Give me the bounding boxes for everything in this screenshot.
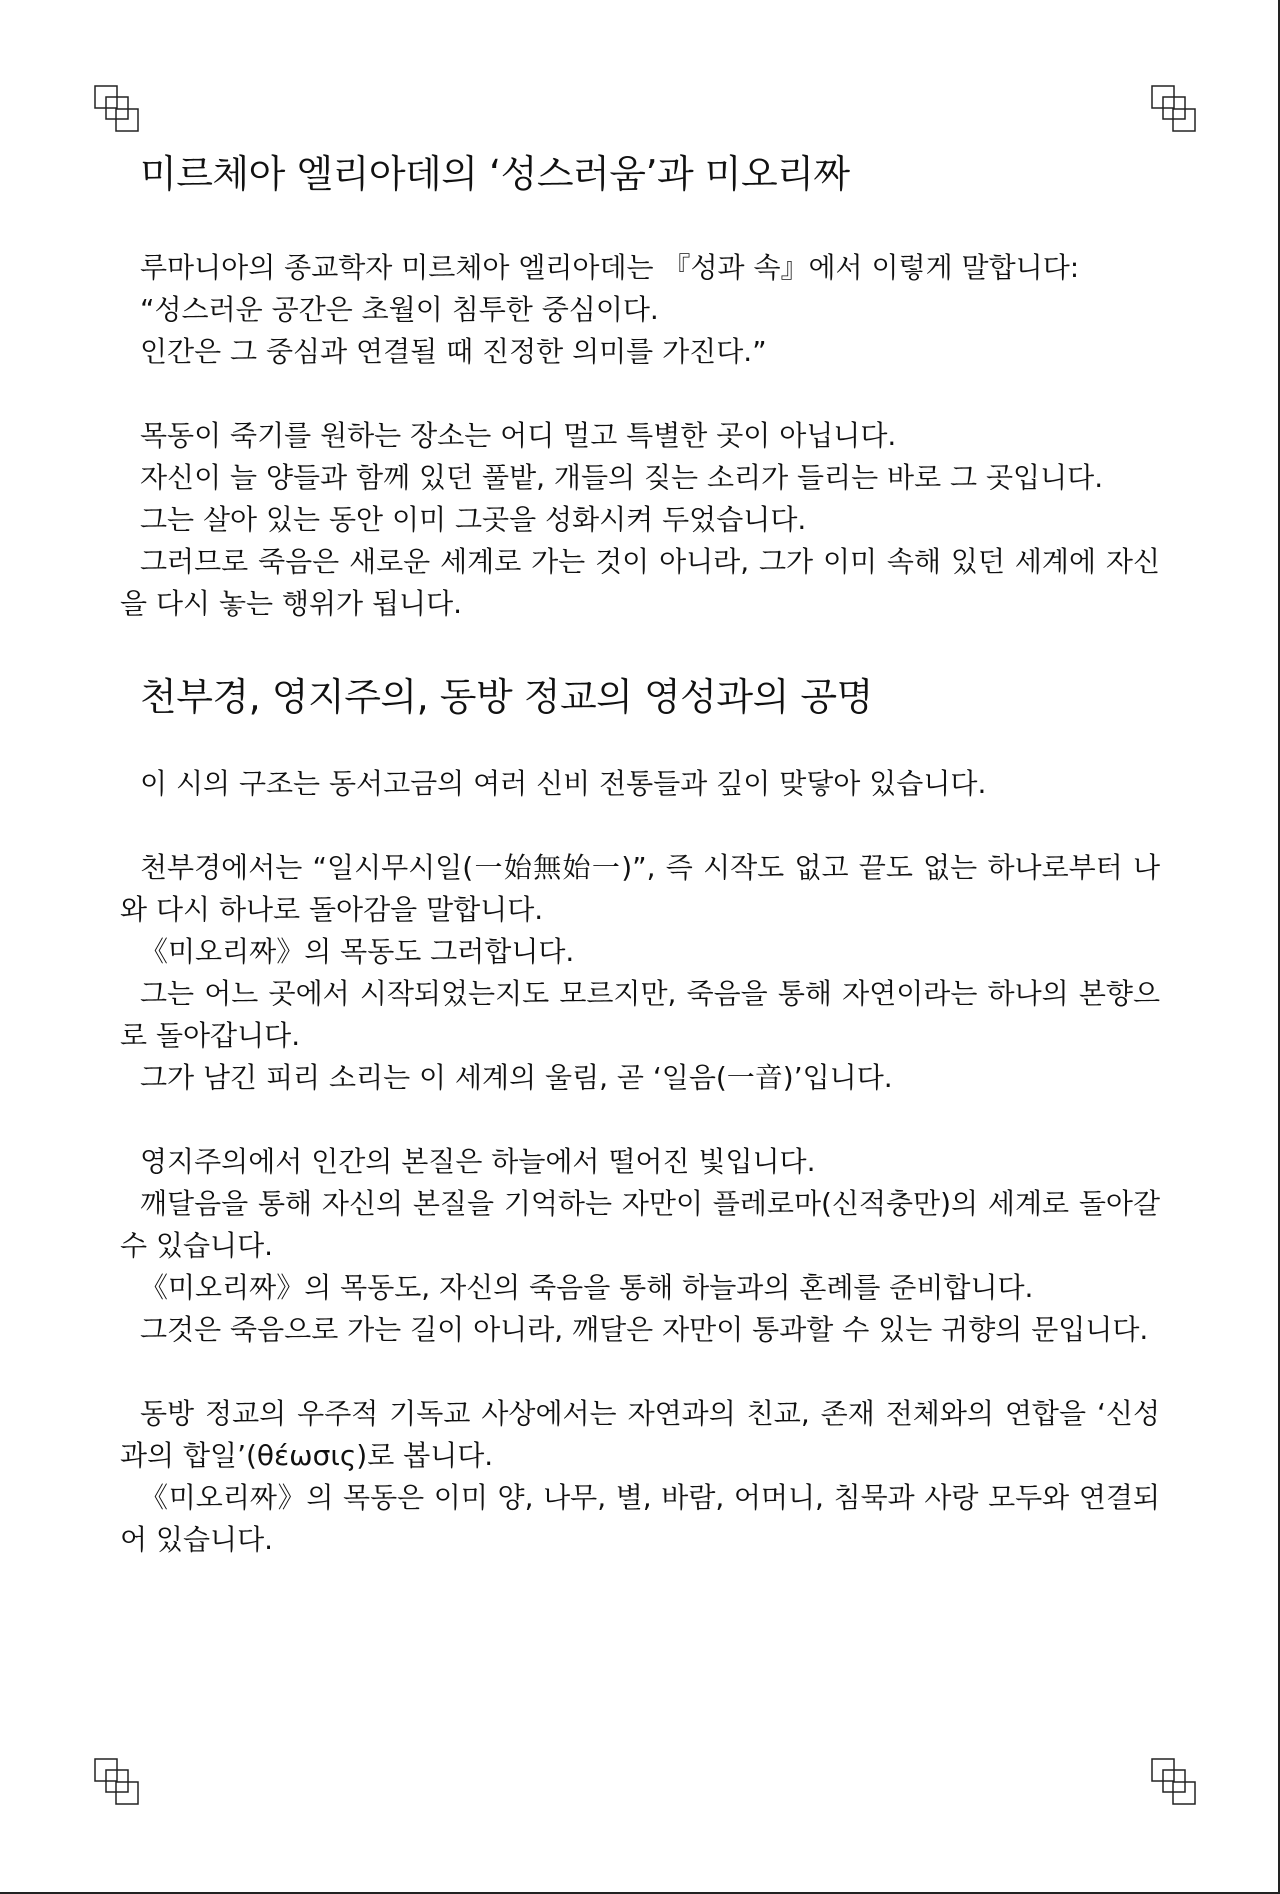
quote-line: “성스러운 공간은 초월이 침투한 중심이다. <box>140 293 659 327</box>
corner-ornament-icon <box>1151 1758 1197 1808</box>
paragraph: 목동이 죽기를 원하는 장소는 어디 멀고 특별한 곳이 아닙니다. <box>140 419 897 453</box>
paragraph: 이 시의 구조는 동서고금의 여러 신비 전통들과 깊이 맞닿아 있습니다. <box>140 766 987 800</box>
paragraph: 《미오리짜》의 목동도 그러합니다. <box>140 934 575 968</box>
section-title-eliade: 미르체아 엘리아데의 ‘성스러움’과 미오리짜 <box>140 152 850 196</box>
corner-ornament-icon <box>94 85 140 135</box>
section-title-resonance: 천부경, 영지주의, 동방 정교의 영성과의 공명 <box>140 675 873 720</box>
paragraph: 영지주의에서 인간의 본질은 하늘에서 떨어진 빛입니다. <box>140 1144 816 1178</box>
paragraph: 그는 어느 곳에서 시작되었는지도 모르지만, 죽음을 통해 자연이라는 하나의 본향으로 돌아갑니다. <box>120 976 1160 1052</box>
paragraph: 동방 정교의 우주적 기독교 사상에서는 자연과의 친교, 존재 전체와의 연합을 ‘신성과의 합일’(θέωσις)로 봅니다. <box>120 1396 1160 1472</box>
paragraph: 그는 살아 있는 동안 이미 그곳을 성화시켜 두었습니다. <box>140 503 807 537</box>
paragraph: 자신이 늘 양들과 함께 있던 풀밭, 개들의 짖는 소리가 들리는 바로 그 곳입니다. <box>140 461 1104 495</box>
paragraph: 《미오리짜》의 목동은 이미 양, 나무, 별, 바람, 어머니, 침묵과 사랑 모두와 연결되어 있습니다. <box>120 1480 1160 1556</box>
paragraph: 천부경에서는 “일시무시일(一始無始一)”, 즉 시작도 없고 끝도 없는 하나로부터 나와 다시 하나로 돌아감을 말합니다. <box>120 850 1160 926</box>
paragraph: 그것은 죽음으로 가는 길이 아니라, 깨달은 자만이 통과할 수 있는 귀향의 문입니다. <box>140 1312 1149 1346</box>
document-body <box>120 150 1160 1561</box>
paragraph: 그가 남긴 피리 소리는 이 세계의 울림, 곧 ‘일음(一音)’입니다. <box>140 1060 893 1094</box>
corner-ornament-icon <box>94 1758 140 1808</box>
paragraph: 그러므로 죽음은 새로운 세계로 가는 것이 아니라, 그가 이미 속해 있던 세계에 자신을 다시 놓는 행위가 됩니다. <box>120 545 1160 621</box>
quote-line: 인간은 그 중심과 연결될 때 진정한 의미를 가진다.” <box>140 335 767 369</box>
paragraph: 《미오리짜》의 목동도, 자신의 죽음을 통해 하늘과의 혼례를 준비합니다. <box>140 1270 1034 1304</box>
corner-ornament-icon <box>1151 85 1197 135</box>
paragraph: 루마니아의 종교학자 미르체아 엘리아데는 『성과 속』에서 이렇게 말합니다: <box>140 251 1080 285</box>
paragraph: 깨달음을 통해 자신의 본질을 기억하는 자만이 플레로마(신적충만)의 세계로 돌아갈 수 있습니다. <box>120 1186 1160 1262</box>
